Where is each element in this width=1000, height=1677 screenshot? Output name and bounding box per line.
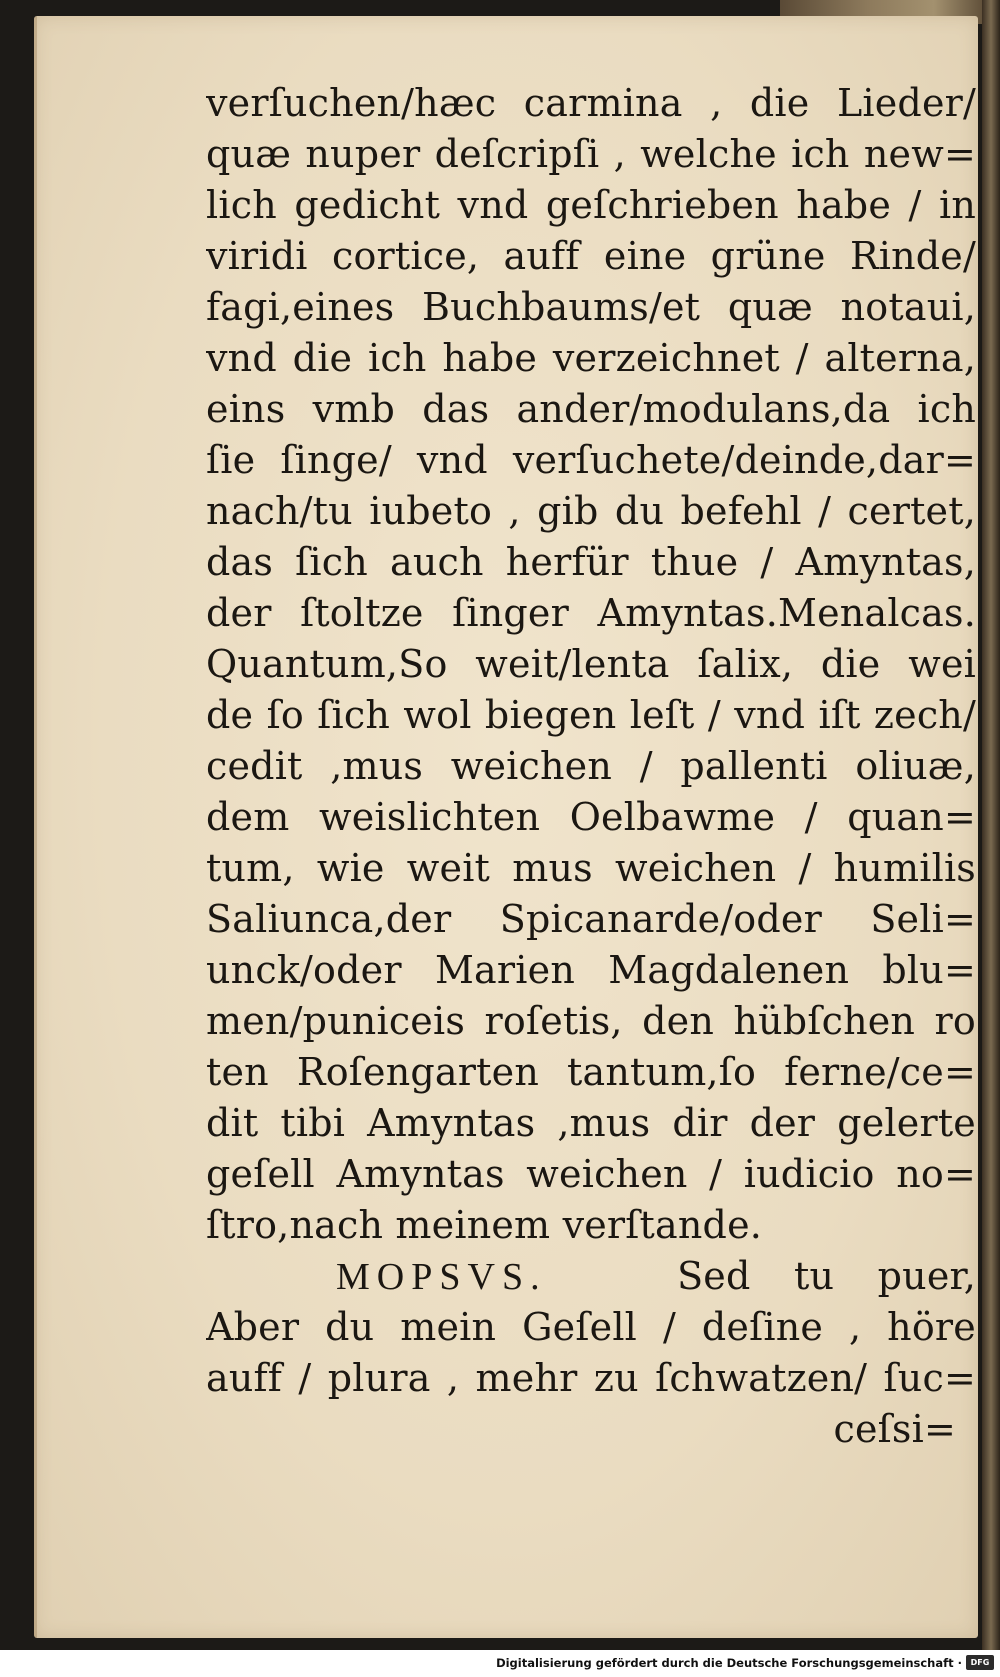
speaker-line <box>206 1251 976 1302</box>
text-line: dit tibi Amyntas ,mus dir der gelerte <box>206 1101 976 1145</box>
text-line: verſuchen/hæc carmina , die Lieder/ <box>206 81 976 125</box>
text-line: nach/tu iubeto , gib du befehl / certet, <box>206 489 976 533</box>
text-line: cedit ,mus weichen / pallenti oliuæ, <box>206 744 976 788</box>
speaker-line-spacer <box>547 1254 677 1298</box>
text-line: viridi cortice, auff eine grüne Rinde/ <box>206 234 976 278</box>
speaker-line-text: Sed tu puer, <box>677 1254 976 1298</box>
page-text <box>206 78 976 1455</box>
text-line: men/puniceis roſetis, den hübſchen ro <box>206 999 976 1043</box>
text-line: geſell Amyntas weichen / iudicio no= <box>206 1152 976 1196</box>
text-line: der ſtoltze ſinger Amyntas.Menalcas. <box>206 591 976 635</box>
text-line: ſtro,nach meinem verſtande. <box>206 1203 763 1247</box>
text-line: vnd die ich habe verzeichnet / alterna, <box>206 336 976 380</box>
text-line: auff / plura , mehr zu ſchwatzen/ ſuc= <box>206 1356 976 1400</box>
text-line: lich gedicht vnd geſchrieben habe / in <box>206 183 976 227</box>
catchword: ceſsi= <box>833 1407 956 1451</box>
text-line: tum, wie weit mus weichen / humilis <box>206 846 976 890</box>
text-line: ſie ſinge/ vnd verſuchete/deinde,dar= <box>206 438 976 482</box>
text-line: dem weislichten Oelbawme / quan= <box>206 795 976 839</box>
dfg-logo-icon: DFG <box>966 1655 994 1670</box>
text-line: unck/oder Marien Magdalenen blu= <box>206 948 976 992</box>
text-line: fagi,eines Buchbaums/et quæ notaui, <box>206 285 976 329</box>
text-line: das ſich auch herfür thue / Amyntas, <box>206 540 976 584</box>
text-line: eins vmb das ander/modulans,da ich <box>206 387 976 431</box>
text-line: de ſo ſich wol biegen leſt / vnd iſt zech/ <box>206 693 976 737</box>
funding-credit: Digitalisierung gefördert durch die Deutsche Forschungsgemeinschaft · <box>496 1656 962 1670</box>
text-line: Aber du mein Geſell / deſine , höre <box>206 1305 976 1349</box>
text-line: Quantum,So weit/lenta ſalix, die wei <box>206 642 976 686</box>
text-line: quæ nuper deſcripſi , welche ich new= <box>206 132 976 176</box>
digitization-footer <box>0 1650 1000 1677</box>
book-right-edge <box>982 0 1000 1650</box>
speaker-name: MOPSVS. <box>336 1256 547 1298</box>
text-line: ten Roſengarten tantum,ſo ferne/ce= <box>206 1050 976 1094</box>
text-line: Saliunca,der Spicanarde/oder Seli= <box>206 897 976 941</box>
